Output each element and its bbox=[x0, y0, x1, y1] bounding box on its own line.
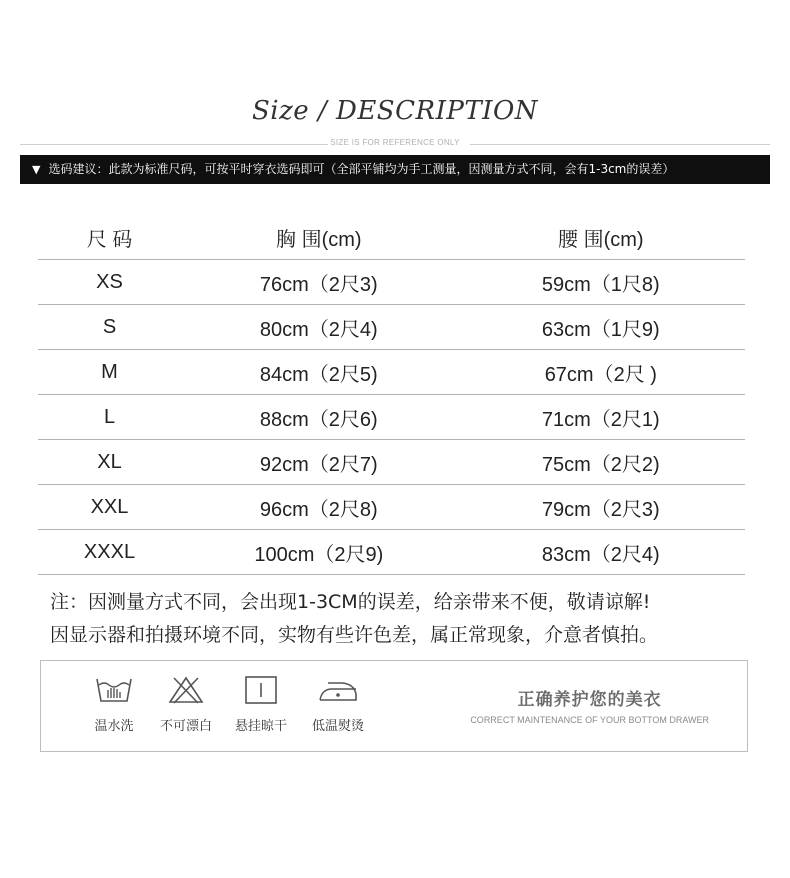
header-bust: 胸 围(cm) bbox=[276, 228, 362, 251]
care-label: 低温熨烫 bbox=[311, 719, 364, 734]
table-row bbox=[38, 485, 745, 530]
divider-right bbox=[470, 144, 770, 145]
note-color: 因显示器和拍摄环境不同，实物有些许色差，属正常现象，介意者慎拍。 bbox=[50, 624, 659, 646]
cell-bust: 76cm（2尺3) bbox=[181, 260, 457, 305]
iron-low-icon bbox=[316, 675, 360, 705]
care-item-iron bbox=[303, 675, 373, 734]
hang-dry-icon bbox=[241, 675, 281, 705]
care-label: 悬挂晾干 bbox=[234, 719, 287, 734]
banner-text: 选码建议：此款为标准尺码，可按平时穿衣选码即可（全部平铺均为手工测量，因测量方式不同，会有1-3cm的误差） bbox=[48, 162, 675, 176]
table-row bbox=[38, 350, 745, 395]
size-advice-banner bbox=[20, 155, 770, 184]
cell-waist: 79cm（2尺3) bbox=[457, 485, 745, 530]
cell-waist: 75cm（2尺2) bbox=[457, 440, 745, 485]
cell-size: XXL bbox=[38, 485, 181, 530]
cell-waist: 83cm（2尺4) bbox=[457, 530, 745, 575]
table-row bbox=[38, 260, 745, 305]
cell-waist: 59cm（1尺8) bbox=[457, 260, 745, 305]
no-bleach-icon bbox=[166, 675, 206, 705]
cell-bust: 96cm（2尺8) bbox=[181, 485, 457, 530]
header-size: 尺 码 bbox=[86, 228, 133, 251]
care-title: 正确养护您的美衣 bbox=[517, 690, 662, 710]
table-header-row bbox=[38, 215, 745, 260]
cell-size: M bbox=[38, 350, 181, 395]
table-row bbox=[38, 440, 745, 485]
cell-size: S bbox=[38, 305, 181, 350]
care-item-no-bleach bbox=[151, 675, 221, 734]
cell-bust: 88cm（2尺6) bbox=[181, 395, 457, 440]
care-brand bbox=[470, 685, 709, 725]
care-label: 温水洗 bbox=[94, 719, 134, 734]
size-table bbox=[38, 215, 745, 575]
note-measurement: 注：因测量方式不同，会出现1-3CM的误差，给亲带来不便，敬请谅解! bbox=[50, 591, 651, 613]
cell-size: XXXL bbox=[38, 530, 181, 575]
cell-bust: 80cm（2尺4) bbox=[181, 305, 457, 350]
cell-bust: 92cm（2尺7) bbox=[181, 440, 457, 485]
care-panel bbox=[40, 660, 748, 752]
cell-waist: 71cm（2尺1) bbox=[457, 395, 745, 440]
care-item-hang-dry bbox=[226, 675, 296, 734]
subtitle-row bbox=[20, 138, 770, 150]
cell-size: L bbox=[38, 395, 181, 440]
care-subtitle: CORRECT MAINTENANCE OF YOUR BOTTOM DRAWER bbox=[470, 715, 709, 725]
table-row bbox=[38, 530, 745, 575]
subtitle: SIZE IS FOR REFERENCE ONLY bbox=[330, 138, 460, 147]
cell-size: XS bbox=[38, 260, 181, 305]
cell-waist: 63cm（1尺9) bbox=[457, 305, 745, 350]
triangle-down-icon: ▼ bbox=[32, 163, 41, 176]
table-row bbox=[38, 395, 745, 440]
cell-bust: 100cm（2尺9) bbox=[181, 530, 457, 575]
cell-bust: 84cm（2尺5) bbox=[181, 350, 457, 395]
cell-waist: 67cm（2尺 ) bbox=[457, 350, 745, 395]
cell-size: XL bbox=[38, 440, 181, 485]
header-waist: 腰 围(cm) bbox=[558, 228, 644, 251]
care-item-wash bbox=[79, 675, 149, 734]
care-label: 不可漂白 bbox=[159, 719, 212, 734]
table-row bbox=[38, 305, 745, 350]
page-title: Size / DESCRIPTION bbox=[251, 96, 539, 126]
wash-basin-icon bbox=[94, 675, 134, 705]
